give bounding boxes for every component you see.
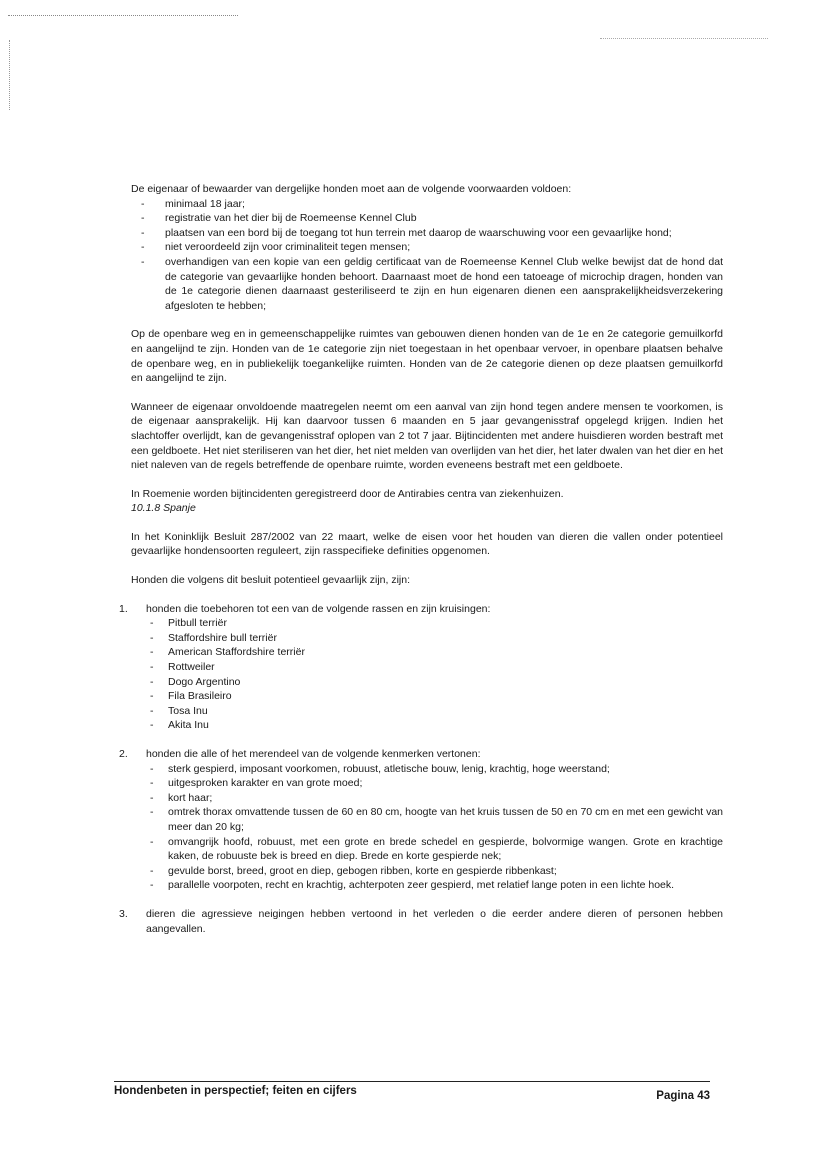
public-space-paragraph: Op de openbare weg en in gemeenschappelijke ruimtes van gebouwen dienen honden van de 1e en 2e categorie gemuilkorfd en aangelijnd te zijn. Honden van de 1e categorie zijn niet toegestaan in het openbaar vervoer, in openbare plaatsen behalve de openbare weg, en in publiekelijk toegankelijke ruimten. Honden van de 2e categorie dienen op deze plaatsen gemuilkorfd en aangelijnd te zijn.	[131, 328, 723, 385]
criterion-subitem: - kort haar;	[168, 791, 723, 806]
criterion-sublist	[146, 762, 723, 893]
criterion-subitem: - omtrek thorax omvattende tussen de 60 en 80 cm, hoogte van het kruis tussen de 50 en 70 cm en met een gewicht van meer dan 20 kg;	[168, 805, 723, 834]
criterion-subitem: - Pitbull terriër	[168, 616, 723, 631]
criteria-list	[119, 602, 723, 936]
criterion-text: honden die alle of het merendeel van de volgende kenmerken vertonen:	[146, 748, 481, 760]
registry-paragraph: In Roemenie worden bijtincidenten geregistreerd door de Antirabies centra van ziekenhuizen.	[131, 487, 564, 500]
criterion-number: 1.	[119, 602, 128, 615]
page-number: Pagina 43	[656, 1090, 710, 1102]
criterion-number: 3.	[119, 907, 128, 920]
criterion-item	[119, 907, 723, 936]
criterion-subitem: - uitgesproken karakter en van grote moed;	[168, 776, 723, 791]
criterion-item	[119, 602, 723, 733]
criterion-subitem: - American Staffordshire terriër	[168, 645, 723, 660]
criterion-subitem: - Fila Brasileiro	[168, 689, 723, 704]
criterion-subitem: - parallelle voorpoten, recht en krachtig, achterpoten zeer gespierd, met relatief lange poten in een lichte hoek.	[168, 878, 723, 893]
dangerous-dogs-paragraph: Honden die volgens dit besluit potentieel gevaarlijk zijn, zijn:	[131, 574, 410, 587]
requirement-item: - niet veroordeeld zijn voor criminaliteit tegen mensen;	[165, 240, 723, 255]
criterion-subitem: - Staffordshire bull terriër	[168, 631, 723, 646]
liability-paragraph: Wanneer de eigenaar onvoldoende maatregelen neemt om een aanval van zijn hond tegen andere mensen te voorkomen, is de eigenaar aansprakelijk. Hij kan daarvoor tussen 6 maanden en 5 jaar gevangenisstraf opgelegd krijgen. Indien het slachtoffer overlijdt, kan de gevangenisstraf oplopen van 2 tot 7 jaar. Bijtincidenten met andere huisdieren worden bestraft met een geldboete. Het niet steriliseren van het dier, het niet melden van overlijden van het dier, het later dwalen van het dier en het niet naleven van de regels betreffende de openbare ruimte, worden eveneens bestraft met een geldboete.	[131, 400, 723, 472]
requirement-item: - registratie van het dier bij de Roemeense Kennel Club	[165, 211, 723, 226]
criterion-subitem: - Dogo Argentino	[168, 675, 723, 690]
criterion-text: dieren die agressieve neigingen hebben vertoond in het verleden o die eerder andere dieren of personen hebben aangevallen.	[146, 907, 723, 935]
requirements-list	[131, 197, 723, 314]
criterion-subitem: - Akita Inu	[168, 718, 723, 733]
criterion-sublist	[146, 616, 723, 733]
criterion-number: 2.	[119, 748, 128, 760]
document-body	[119, 182, 723, 950]
requirement-item: - plaatsen van een bord bij de toegang tot hun terrein met daarop de waarschuwing voor een gevaarlijke hond;	[165, 226, 723, 241]
criterion-subitem: - Tosa Inu	[168, 704, 723, 719]
section-heading: 10.1.8 Spanje	[131, 502, 196, 515]
scan-artifact-right	[600, 38, 768, 39]
criterion-subitem: - sterk gespierd, imposant voorkomen, robuust, atletische bouw, lenig, krachtig, hoge weerstand;	[168, 762, 723, 777]
page-footer	[114, 1081, 710, 1102]
criterion-subitem: - Rottweiler	[168, 660, 723, 675]
scan-artifact-top	[8, 15, 238, 16]
criterion-subitem: - gevulde borst, breed, groot en diep, gebogen ribben, korte en gespierde ribbenkast;	[168, 864, 723, 879]
footer-title: Hondenbeten in perspectief; feiten en cijfers	[114, 1085, 357, 1097]
requirement-item: - overhandigen van een kopie van een geldig certificaat van de Roemeense Kennel Club welke bewijst dat de hond dat de categorie van gevaarlijke honden behoort. Daarnaast moet de hond een tatoeage of microchip dragen, honden van de 1e categorie dienen daarnaast gesteriliseerd te zijn en hun eigenaren dienen een aansprakelijkheidsverzekering afgesloten te hebben;	[165, 255, 723, 313]
criterion-subitem: - omvangrijk hoofd, robuust, met een grote en brede schedel en gespierde, bolvormige wangen. Grote en krachtige kaken, de robuuste bek is breed en diep. Brede en korte gespierde nek;	[168, 835, 723, 864]
criterion-text: honden die toebehoren tot een van de volgende rassen en zijn kruisingen:	[146, 602, 491, 615]
spain-paragraph: In het Koninklijk Besluit 287/2002 van 22 maart, welke de eisen voor het houden van dieren die vallen onder potentieel gevaarlijke hondensoorten reguleert, zijn rasspecifieke definities opgenomen.	[131, 530, 723, 558]
requirement-item: - minimaal 18 jaar;	[165, 197, 723, 212]
intro-paragraph: De eigenaar of bewaarder van dergelijke honden moet aan de volgende voorwaarden voldoen:	[131, 183, 572, 195]
criterion-item	[119, 747, 723, 893]
scan-artifact-left	[9, 40, 10, 110]
